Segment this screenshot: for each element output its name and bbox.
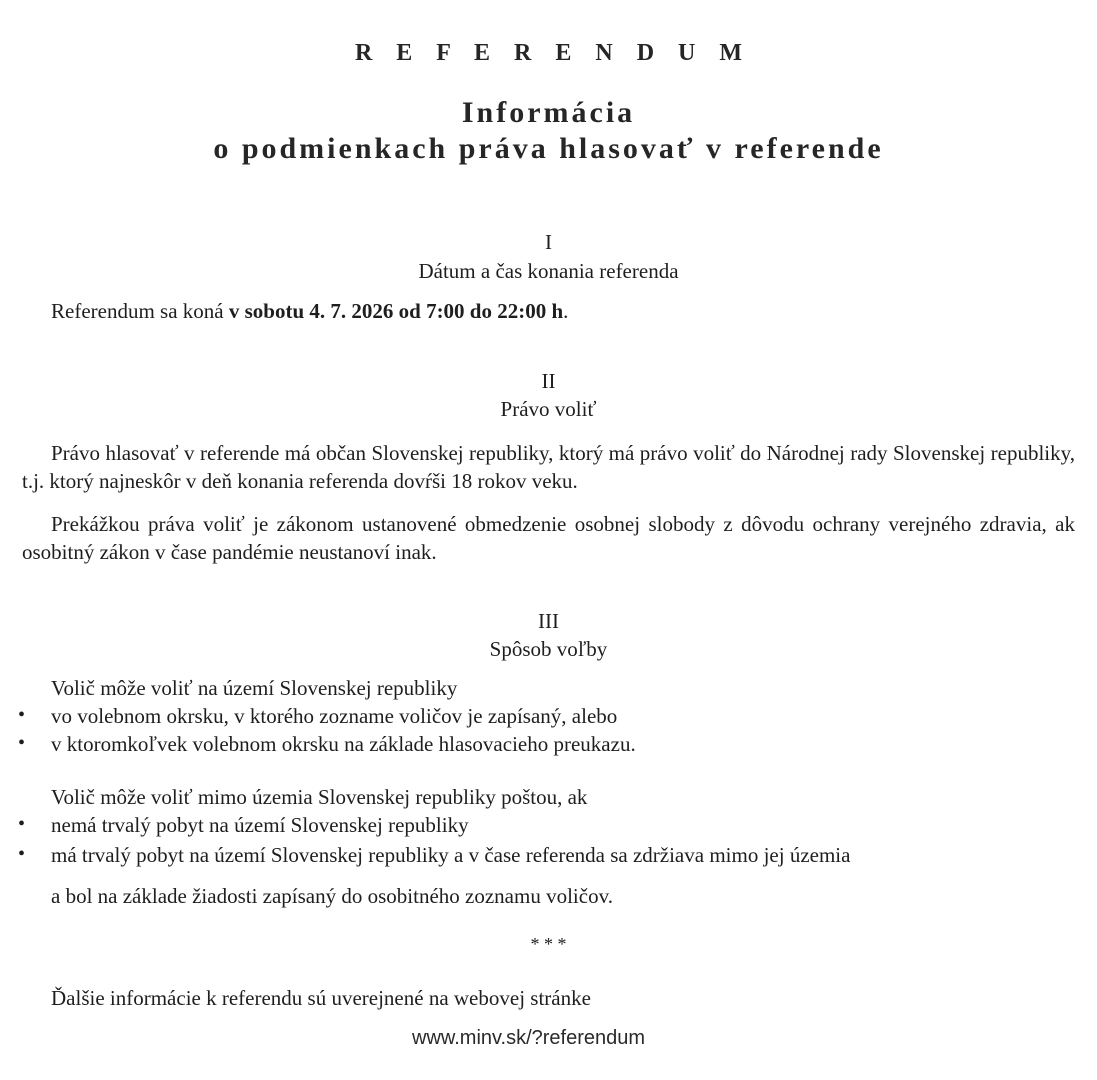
section-3-intro-2: Volič môže voliť mimo územia Slovenskej republiky poštou, ak [51,785,588,809]
section-3-title: Spôsob voľby [489,637,608,661]
document-title: R E F E R E N D U M [354,40,752,66]
section-3-bullet-2-1: nemá trvalý pobyt na území Slovenskej republiky [51,813,469,837]
section-2-number: II [541,369,556,393]
section-3-bullet-1-1: vo volebnom okrsku, v ktorého zozname voličov je zapísaný, alebo [51,704,618,728]
bullet-icon: • [18,704,26,726]
section-1-text-end: . [563,299,569,323]
document-subtitle-line1: Informácia [461,96,636,129]
section-2-paragraph-1: Právo hlasovať v referende má občan Slovenskej republiky, ktorý má právo voliť do Národnej rady Slovenskej republiky, t.j. ktorý najneskôr v deň konania referenda dovŕši 18 rokov veku. [22,441,1075,493]
section-3-bullet-2-2: má trvalý pobyt na území Slovenskej republiky a v čase referenda sa zdržiava mimo jej územia [51,843,851,867]
document-subtitle-line2: o podmienkach práva hlasovať v referende [213,132,884,165]
separator-asterisks: * * * [530,934,567,954]
footer-url-link[interactable]: www.minv.sk/?referendum [412,1027,646,1049]
section-3-bullet-1-2: v ktoromkoľvek volebnom okrsku na základe hlasovacieho preukazu. [51,732,636,756]
bullet-icon: • [18,732,26,754]
bullet-icon: • [18,843,26,865]
footer-info: Ďalšie informácie k referendu sú uverejnené na webovej stránke [51,986,591,1010]
section-1-number: I [545,230,552,254]
section-1-text [51,299,568,324]
bullet-icon: • [18,813,26,835]
section-3-number: III [538,609,559,633]
section-2-title: Právo voliť [500,397,597,421]
section-2-paragraph-2: Prekážkou práva voliť je zákonom ustanovené obmedzenie osobnej slobody z dôvodu ochrany verejného zdravia, ak osobitný zákon v čase pandémie neustanoví inak. [22,512,1075,564]
section-1-text-plain: Referendum sa koná [51,299,229,323]
section-3-intro-1: Volič môže voliť na území Slovenskej republiky [51,676,458,700]
section-1-title: Dátum a čas konania referenda [418,259,679,283]
section-1-text-bold: v sobotu 4. 7. 2026 od 7:00 do 22:00 h [228,299,564,323]
section-3-continuation: a bol na základe žiadosti zapísaný do osobitného zoznamu voličov. [51,884,613,908]
